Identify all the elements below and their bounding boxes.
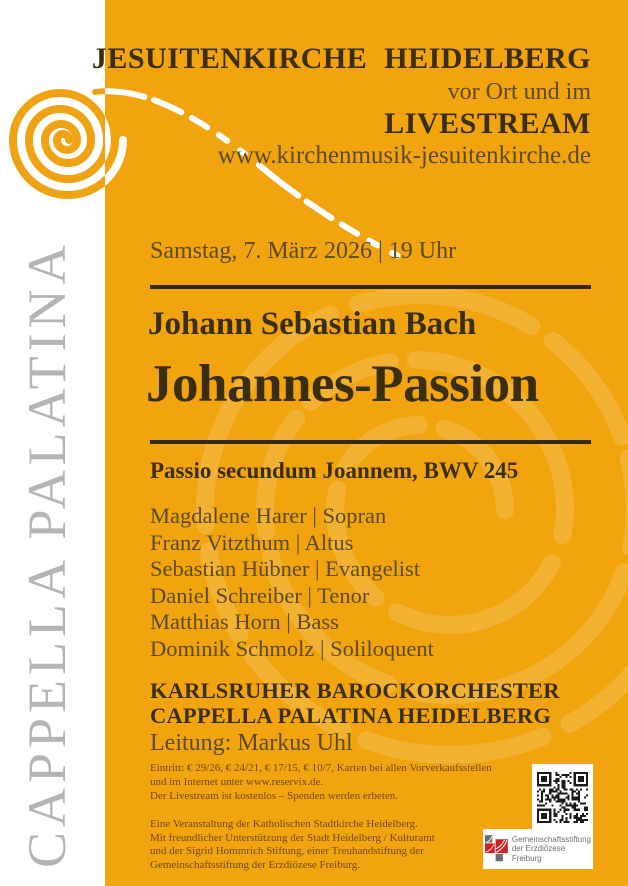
event-date: Samstag, 7. März 2026 | 19 Uhr — [150, 238, 457, 264]
credits-line: Mit freundlicher Unterstützung der Stadt Heidelberg / Kulturamt — [150, 831, 435, 844]
conductor-line: Leitung: Markus Uhl — [150, 730, 353, 756]
performer-list — [150, 503, 434, 662]
header-block — [92, 42, 591, 173]
sidebar-vertical-title: CAPPELLA PALATINA — [17, 240, 77, 868]
divider-bottom — [150, 440, 591, 444]
partner-logo — [483, 829, 593, 869]
performer-line: Daniel Schreiber | Tenor — [150, 582, 370, 608]
ticket-info — [150, 761, 520, 803]
credits — [150, 818, 520, 872]
qr-code — [537, 772, 588, 823]
divider-top — [150, 285, 591, 289]
ensemble-name: KARLSRUHER BAROCKORCHESTER — [150, 678, 560, 703]
performer-line: Magdalene Harer | Sopran — [150, 503, 387, 528]
work-title: Johannes-Passion — [146, 355, 539, 413]
performer-line: Sebastian Hübner | Evangelist — [150, 556, 421, 581]
credits-line: Gemeinschaftsstiftung der Erzdiözese Freiburg. — [150, 858, 360, 871]
partner-name — [512, 835, 591, 864]
credits-line: und der Sigrid Hommrich Stiftung, einer Treuhandstiftung der — [150, 845, 424, 857]
performer-line: Matthias Horn | Bass — [150, 609, 339, 634]
partner-name-line: der Erzdiözese Freiburg — [511, 844, 566, 863]
ticket-info-line: Der Livestream ist kostenlos – Spenden werden erbeten. — [150, 790, 399, 802]
venue-title: JESUITENKIRCHE HEIDELBERG — [91, 42, 591, 75]
ticket-info-line: und im Internet unter www.reservix.de. — [150, 776, 324, 788]
livestream-label: LIVESTREAM — [384, 107, 591, 140]
composer-name: Johann Sebastian Bach — [148, 306, 477, 342]
ensemble-block — [150, 679, 560, 759]
work-subtitle: Passio secundum Joannem, BWV 245 — [150, 458, 519, 483]
ticket-info-line: Eintritt: € 29/26, € 24/21, € 17/15, € 10/7, Karten bei allen Vorverkaufsstellen — [150, 762, 492, 774]
qr-code-box — [532, 764, 593, 831]
credits-line: Eine Veranstaltung der Katholischen Stadtkirche Heidelberg. — [150, 818, 418, 830]
partner-logo-mark-icon — [485, 833, 508, 865]
website-link[interactable]: www.kirchenmusik-jesuitenkirche.de — [217, 142, 591, 169]
header-subline: vor Ort und im — [447, 79, 591, 105]
partner-name-line: Gemeinschaftsstiftung — [511, 834, 591, 844]
ensemble-name: CAPPELLA PALATINA HEIDELBERG — [150, 702, 552, 728]
performer-line: Dominik Schmolz | Soliloquent — [150, 635, 434, 661]
performer-line: Franz Vitzthum | Altus — [150, 529, 354, 555]
